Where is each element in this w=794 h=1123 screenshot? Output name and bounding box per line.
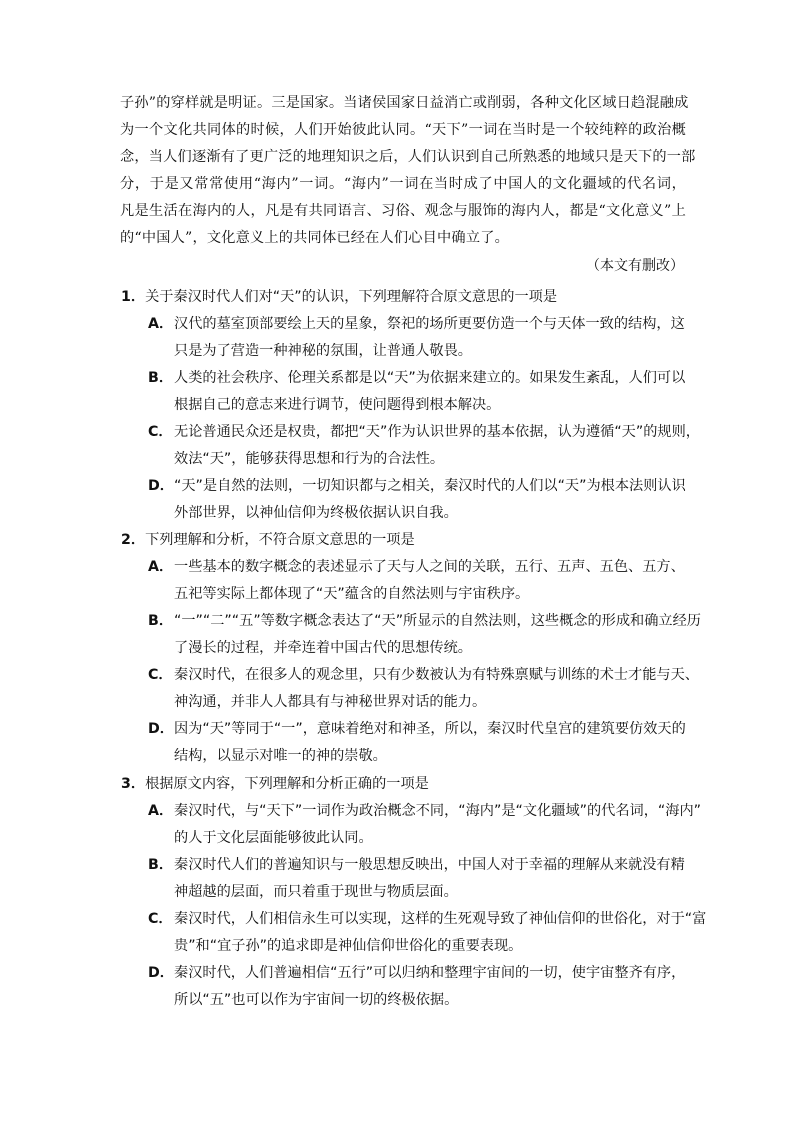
option-a[interactable] bbox=[121, 798, 701, 852]
option-text-line: 了漫长的过程，并牵连着中国古代的思想传统。 bbox=[174, 640, 472, 656]
option-c[interactable] bbox=[121, 906, 707, 960]
option-text-line: 的人于文化层面能够彼此认同。 bbox=[174, 830, 373, 846]
question-number: 2． bbox=[121, 532, 146, 548]
option-text-line: 一些基本的数字概念的表述显示了天与人之间的关联，五行、五声、五色、五方、 bbox=[174, 559, 685, 575]
passage-line: 分，于是又常常使用“海内”一词。“海内”一词在当时成了中国人的文化疆域的代名词， bbox=[120, 176, 686, 192]
option-text-line: “天”是自然的法则，一切知识都与之相关，秦汉时代的人们以“天”为根本法则认识 bbox=[174, 478, 686, 494]
option-label: A． bbox=[148, 803, 174, 819]
question-text: 关于秦汉时代人们对“天”的认识，下列理解符合原文意思的一项是 bbox=[145, 289, 558, 305]
option-text-line: “一”“二”“五”等数字概念表达了“天”所显示的自然法则，这些概念的形成和确立经历 bbox=[174, 613, 701, 629]
option-text-line: 秦汉时代，人们相信永生可以实现，这样的生死观导致了神仙信仰的世俗化，对于“富 bbox=[174, 911, 707, 927]
option-text-line: 秦汉时代，在很多人的观念里，只有少数被认为有特殊禀赋与训练的术士才能与天、 bbox=[174, 667, 699, 683]
option-label: D． bbox=[148, 478, 174, 494]
option-b[interactable] bbox=[121, 608, 701, 662]
option-text-line: 秦汉时代人们的普遍知识与一般思想反映出，中国人对于幸福的理解从来就没有精 bbox=[174, 857, 685, 873]
option-a[interactable] bbox=[121, 311, 691, 365]
option-text-line: 所以“五”也可以作为宇宙间一切的终极依据。 bbox=[174, 992, 459, 1008]
option-label: D． bbox=[148, 965, 174, 981]
option-text-line: 只是为了营造一种神秘的氛围，让普通人敬畏。 bbox=[174, 343, 472, 359]
option-text-line: 外部世界，以神仙信仰为终极依据认识自我。 bbox=[174, 505, 458, 521]
question-stem bbox=[121, 284, 691, 311]
option-text-line: 神沟通，并非人人都具有与神秘世界对话的能力。 bbox=[174, 694, 487, 710]
question-text: 下列理解和分析，不符合原文意思的一项是 bbox=[145, 532, 415, 548]
option-text-line: 根据自己的意志来进行调节，使问题得到根本解决。 bbox=[174, 397, 501, 413]
question-number: 1． bbox=[121, 289, 146, 305]
question-2 bbox=[121, 527, 701, 770]
option-text-line: 无论普通民众还是权贵，都把“天”作为认识世界的基本依据，认为遵循“天”的规则， bbox=[174, 424, 700, 440]
option-label: D． bbox=[148, 721, 174, 737]
option-text-line: 秦汉时代，人们普遍相信“五行”可以归纳和整理宇宙间的一切，使宇宙整齐有序， bbox=[174, 965, 686, 981]
question-stem bbox=[121, 771, 691, 798]
option-d[interactable] bbox=[121, 716, 691, 770]
option-c[interactable] bbox=[121, 662, 699, 716]
passage-line: 念，当人们逐渐有了更广泛的地理知识之后，人们认识到自己所熟悉的地域只是天下的一部 bbox=[120, 149, 696, 165]
passage-line: 凡是生活在海内的人，凡是有共同语言、习俗、观念与服饰的海内人，都是“文化意义”上 bbox=[120, 203, 686, 219]
option-text-line: 秦汉时代，与“天下”一词作为政治概念不同，“海内”是“文化疆域”的代名词，“海内” bbox=[174, 803, 701, 819]
option-text-line: 人类的社会秩序、伦理关系都是以“天”为依据来建立的。如果发生紊乱，人们可以 bbox=[174, 370, 686, 386]
option-text-line: 神超越的层面，而只着重于现世与物质层面。 bbox=[174, 884, 458, 900]
question-3 bbox=[121, 771, 707, 1014]
option-d[interactable] bbox=[121, 473, 691, 527]
option-text-line: 五祀等实际上都体现了“天”蕴含的自然法则与宇宙秩序。 bbox=[174, 586, 530, 602]
question-text: 根据原文内容，下列理解和分析正确的一项是 bbox=[145, 776, 429, 792]
option-label: B． bbox=[148, 857, 174, 873]
option-text-line: 因为“天”等同于“一”，意味着绝对和神圣，所以，秦汉时代皇宫的建筑要仿效天的 bbox=[174, 721, 686, 737]
option-label: A． bbox=[148, 559, 174, 575]
option-text-line: 贵”和“宜子孙”的追求即是神仙信仰世俗化的重要表现。 bbox=[174, 938, 523, 954]
option-text-line: 效法“天”，能够获得思想和行为的合法性。 bbox=[174, 451, 445, 467]
question-number: 3． bbox=[121, 776, 146, 792]
option-text-line: 汉代的墓室顶部要绘上天的星象，祭祀的场所更要仿造一个与天体一致的结构，这 bbox=[174, 316, 685, 332]
passage-line: 为一个文化共同体的时候，人们开始彼此认同。“天下”一词在当时是一个较纯粹的政治概 bbox=[120, 122, 686, 138]
option-label: B． bbox=[148, 370, 174, 386]
option-label: C． bbox=[148, 667, 173, 683]
source-note: （本文有删改） bbox=[586, 258, 684, 274]
option-b[interactable] bbox=[121, 852, 691, 906]
passage-line: 的“中国人”，文化意义上的共同体已经在人们心目中确立了。 bbox=[120, 230, 509, 246]
option-b[interactable] bbox=[121, 365, 691, 419]
passage-line: 子孙”的穿样就是明证。三是国家。当诸侯国家日益消亡或削弱，各种文化区域日趋混融成 bbox=[120, 95, 689, 111]
option-label: C． bbox=[148, 911, 173, 927]
option-label: B． bbox=[148, 613, 174, 629]
option-d[interactable] bbox=[121, 960, 691, 1014]
question-stem bbox=[121, 527, 691, 554]
option-text-line: 结构，以显示对唯一的神的崇敬。 bbox=[174, 748, 387, 764]
question-1 bbox=[121, 284, 700, 527]
passage-text bbox=[120, 90, 696, 252]
option-c[interactable] bbox=[121, 419, 700, 473]
option-a[interactable] bbox=[121, 554, 691, 608]
option-label: A． bbox=[148, 316, 174, 332]
option-label: C． bbox=[148, 424, 173, 440]
